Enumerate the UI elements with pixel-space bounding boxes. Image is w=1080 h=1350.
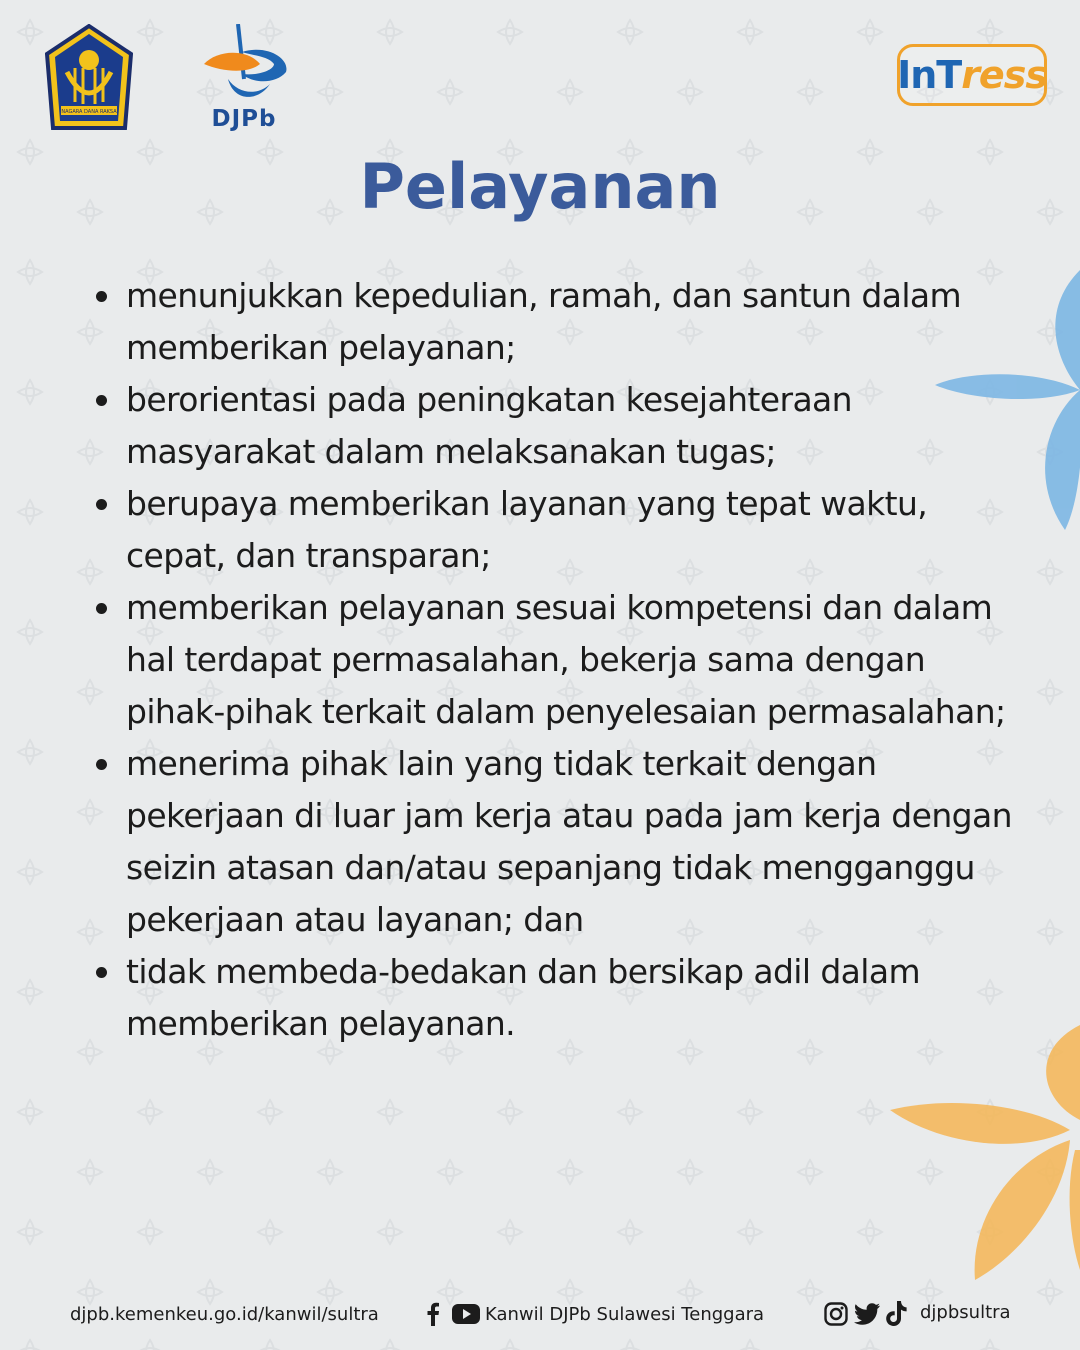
- channel-name: Kanwil DJPb Sulawesi Tenggara: [485, 1304, 765, 1325]
- instagram-icon[interactable]: [824, 1302, 848, 1326]
- twitter-icon[interactable]: [854, 1303, 880, 1325]
- kemenkeu-motto: NAGARA DANA RAKSA: [61, 109, 117, 115]
- intress-logo-part2: ress: [961, 53, 1047, 97]
- list-item: [96, 582, 1026, 738]
- footer: [70, 1300, 1030, 1330]
- bullet-icon: [96, 395, 107, 406]
- list-item-text: tidak membeda-bedakan dan bersikap adil dalam memberikan pelayanan.: [126, 952, 921, 1043]
- djpb-logo: [198, 24, 290, 134]
- list-item-text: menerima pihak lain yang tidak terkait dengan pekerjaan di luar jam kerja atau pada jam kerja dengan seizin atasan dan/atau sepanjang tidak mengganggu pekerjaan atau layanan; dan: [126, 744, 1012, 939]
- intress-logo: [897, 44, 1047, 106]
- list-item: [96, 478, 1026, 582]
- website-link[interactable]: djpb.kemenkeu.go.id/kanwil/sultra: [70, 1304, 379, 1325]
- list-item: [96, 738, 1026, 946]
- orange-flower-decoration: [890, 1020, 1080, 1290]
- page-title: Pelayanan: [359, 150, 721, 223]
- intress-logo-part1: InT: [897, 53, 962, 97]
- bullet-icon: [96, 759, 107, 770]
- list-item-text: memberikan pelayanan sesuai kompetensi dan dalam hal terdapat permasalahan, bekerja sama dengan pihak-pihak terkait dalam penyelesaian permasalahan;: [126, 588, 1006, 731]
- social-handle: djpbsultra: [920, 1302, 1011, 1323]
- youtube-icon[interactable]: [452, 1304, 480, 1324]
- bullet-icon: [96, 499, 107, 510]
- bullet-icon: [96, 291, 107, 302]
- djpb-emblem: [198, 24, 290, 109]
- kemenkeu-logo: [45, 24, 133, 132]
- list-item: [96, 374, 1026, 478]
- facebook-icon[interactable]: [426, 1302, 440, 1326]
- list-item: [96, 946, 1026, 1050]
- list-item-text: menunjukkan kepedulian, ramah, dan santun dalam memberikan pelayanan;: [126, 276, 962, 367]
- djpb-logo-text: DJPb: [211, 106, 277, 132]
- list-item: [96, 270, 1026, 374]
- tiktok-icon[interactable]: [886, 1301, 908, 1327]
- list-item-text: berupaya memberikan layanan yang tepat waktu, cepat, dan transparan;: [126, 484, 928, 575]
- bullet-list: [96, 270, 1026, 1050]
- bullet-icon: [96, 967, 107, 978]
- bullet-icon: [96, 603, 107, 614]
- list-item-text: berorientasi pada peningkatan kesejahteraan masyarakat dalam melaksanakan tugas;: [126, 380, 852, 471]
